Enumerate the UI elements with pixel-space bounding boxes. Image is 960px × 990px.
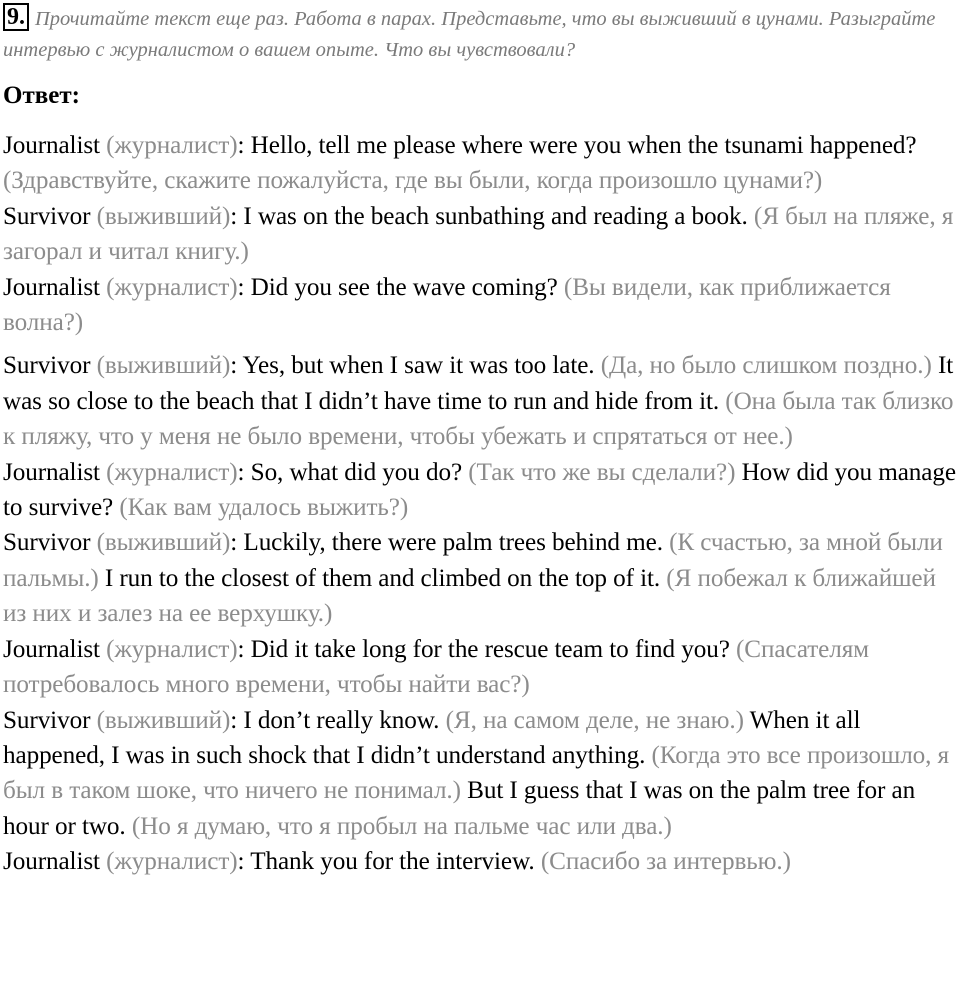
survivor-label: Survivor — [3, 202, 91, 230]
dialog-line: Journalist (журналист): Thank you for the interview. (Спасибо за интервью.) — [3, 848, 791, 876]
survivor-label: Survivor — [3, 529, 91, 557]
dialog-line: Survivor (выживший): I don’t really know. (Я, на самом деле, не знаю.) When it all happened, I was in such shock that I didn’t understand anything. (Когда это все произошло, я был в таком шоке, что ничего не понимал.) But I guess that I was on the palm tree for an hour or two. (Но я думаю, что я пробыл на пальме час или два.) — [3, 706, 950, 840]
translation-text: (Когда это все произошло, я был в таком шоке, что ничего не понимал.) — [3, 741, 950, 805]
task-text: Прочитайте текст еще раз. Работа в парах. Представьте, что вы выживший в цунами. Разыграйте интервью с журналистом о вашем опыте. Что вы чувствовали? — [3, 8, 936, 61]
translation-text: (Здравствуйте, скажите пожалуйста, где вы были, когда произошло цунами?) — [3, 167, 823, 195]
journalist-label: Journalist — [3, 132, 100, 159]
translation-text: (Я был на пляже, я загорал и читал книгу.) — [3, 202, 954, 266]
journalist-label-ru: (журналист) — [106, 848, 238, 876]
survivor-label-ru: (выживший) — [96, 352, 231, 380]
translation-text: (Вы видели, как приближается волна?) — [3, 273, 891, 337]
survivor-label-ru: (выживший) — [96, 529, 231, 557]
english-text: I was on the beach sunbathing and reading a book. — [243, 202, 748, 230]
survivor-label-ru: (выживший) — [96, 202, 231, 230]
english-text: Yes, but when I saw it was too late. — [242, 352, 595, 380]
translation-text: (Спасателям потребовалось много времени, чтобы найти вас?) — [3, 635, 870, 699]
journalist-label: Journalist — [3, 458, 100, 486]
translation-text: (К счастью, за мной были пальмы.) — [3, 529, 943, 592]
translation-text: (Спасибо за интервью.) — [540, 848, 791, 876]
english-text: I run to the closest of them and climbed on the top of it. — [104, 564, 661, 592]
dialog-line: Survivor (выживший): I was on the beach sunbathing and reading a book. (Я был на пляже, я загорал и читал книгу.) — [3, 202, 954, 266]
dialog-line: Journalist (журналист): So, what did you do? (Так что же вы сделали?) How did you manage to survive? (Как вам удалось выжить?) — [3, 458, 956, 522]
english-text: Thank you for the interview. — [250, 848, 535, 876]
english-text: Luckily, there were palm trees behind me. — [243, 529, 663, 557]
journalist-label-ru: (журналист) — [106, 273, 238, 301]
english-text: Did it take long for the rescue team to find you? — [250, 635, 730, 663]
survivor-label: Survivor — [3, 706, 91, 734]
dialog-line: Survivor (выживший): Luckily, there were palm trees behind me. (К счастью, за мной были пальмы.) I run to the closest of them and climbed on the top of it. (Я побежал к ближайшей из них и залез на ее верхушку.) — [3, 529, 943, 628]
journalist-label-ru: (журналист) — [106, 132, 238, 159]
english-text: How did you manage to survive? — [3, 458, 956, 522]
translation-text: (Так что же вы сделали?) — [468, 458, 736, 486]
english-text: I don’t really know. — [243, 706, 440, 734]
journalist-label: Journalist — [3, 848, 100, 876]
english-text: It was so close to the beach that I didn’t have time to run and hide from it. — [3, 352, 954, 415]
journalist-label-ru: (журналист) — [106, 458, 238, 486]
task-number: 9. — [3, 3, 29, 31]
dialog-line: Journalist (журналист): Hello, tell me please where were you when the tsunami happened? (Здравствуйте, скажите пожалуйста, где вы были, когда произошло цунами?) — [3, 132, 917, 195]
survivor-label: Survivor — [3, 352, 91, 380]
journalist-label: Journalist — [3, 635, 100, 663]
english-text: So, what did you do? — [250, 458, 463, 486]
translation-text: (Я побежал к ближайшей из них и залез на ее верхушку.) — [3, 564, 936, 628]
translation-text: (Но я думаю, что я пробыл на пальме час или два.) — [131, 812, 672, 840]
survivor-label-ru: (выживший) — [96, 706, 231, 734]
dialog-line: Survivor (выживший): Yes, but when I saw it was too late. (Да, но было слишком поздно.) It was so close to the beach that I didn’t have time to run and hide from it. (Она была так близко к пляжу, что у меня не было времени, чтобы убежать и спрятаться от нее.) — [3, 352, 954, 451]
translation-text: (Как вам удалось выжить?) — [119, 494, 409, 522]
translation-text: (Я, на самом деле, не знаю.) — [445, 706, 744, 734]
journalist-label: Journalist — [3, 273, 100, 301]
task-instruction — [3, 3, 955, 66]
answer-heading: Ответ: — [3, 82, 80, 109]
journalist-label-ru: (журналист) — [106, 635, 238, 663]
translation-text: (Она была так близко к пляжу, что у меня не было времени, чтобы убежать и спрятаться от нее.) — [3, 387, 954, 451]
english-text: Did you see the wave coming? — [250, 273, 558, 301]
translation-text: (Да, но было слишком поздно.) — [600, 352, 932, 380]
english-text: But I guess that I was on the palm tree for an hour or two. — [3, 777, 916, 840]
english-text: When it all happened, I was in such shock that I didn’t understand anything. — [3, 706, 861, 769]
english-text: Hello, tell me please where were you when the tsunami happened? — [250, 132, 917, 159]
dialog-line: Journalist (журналист): Did it take long for the rescue team to find you? (Спасателям потребовалось много времени, чтобы найти вас?) — [3, 635, 870, 699]
dialog-line: Journalist (журналист): Did you see the wave coming? (Вы видели, как приближается волна?) — [3, 273, 891, 337]
interview-dialog — [3, 128, 959, 880]
